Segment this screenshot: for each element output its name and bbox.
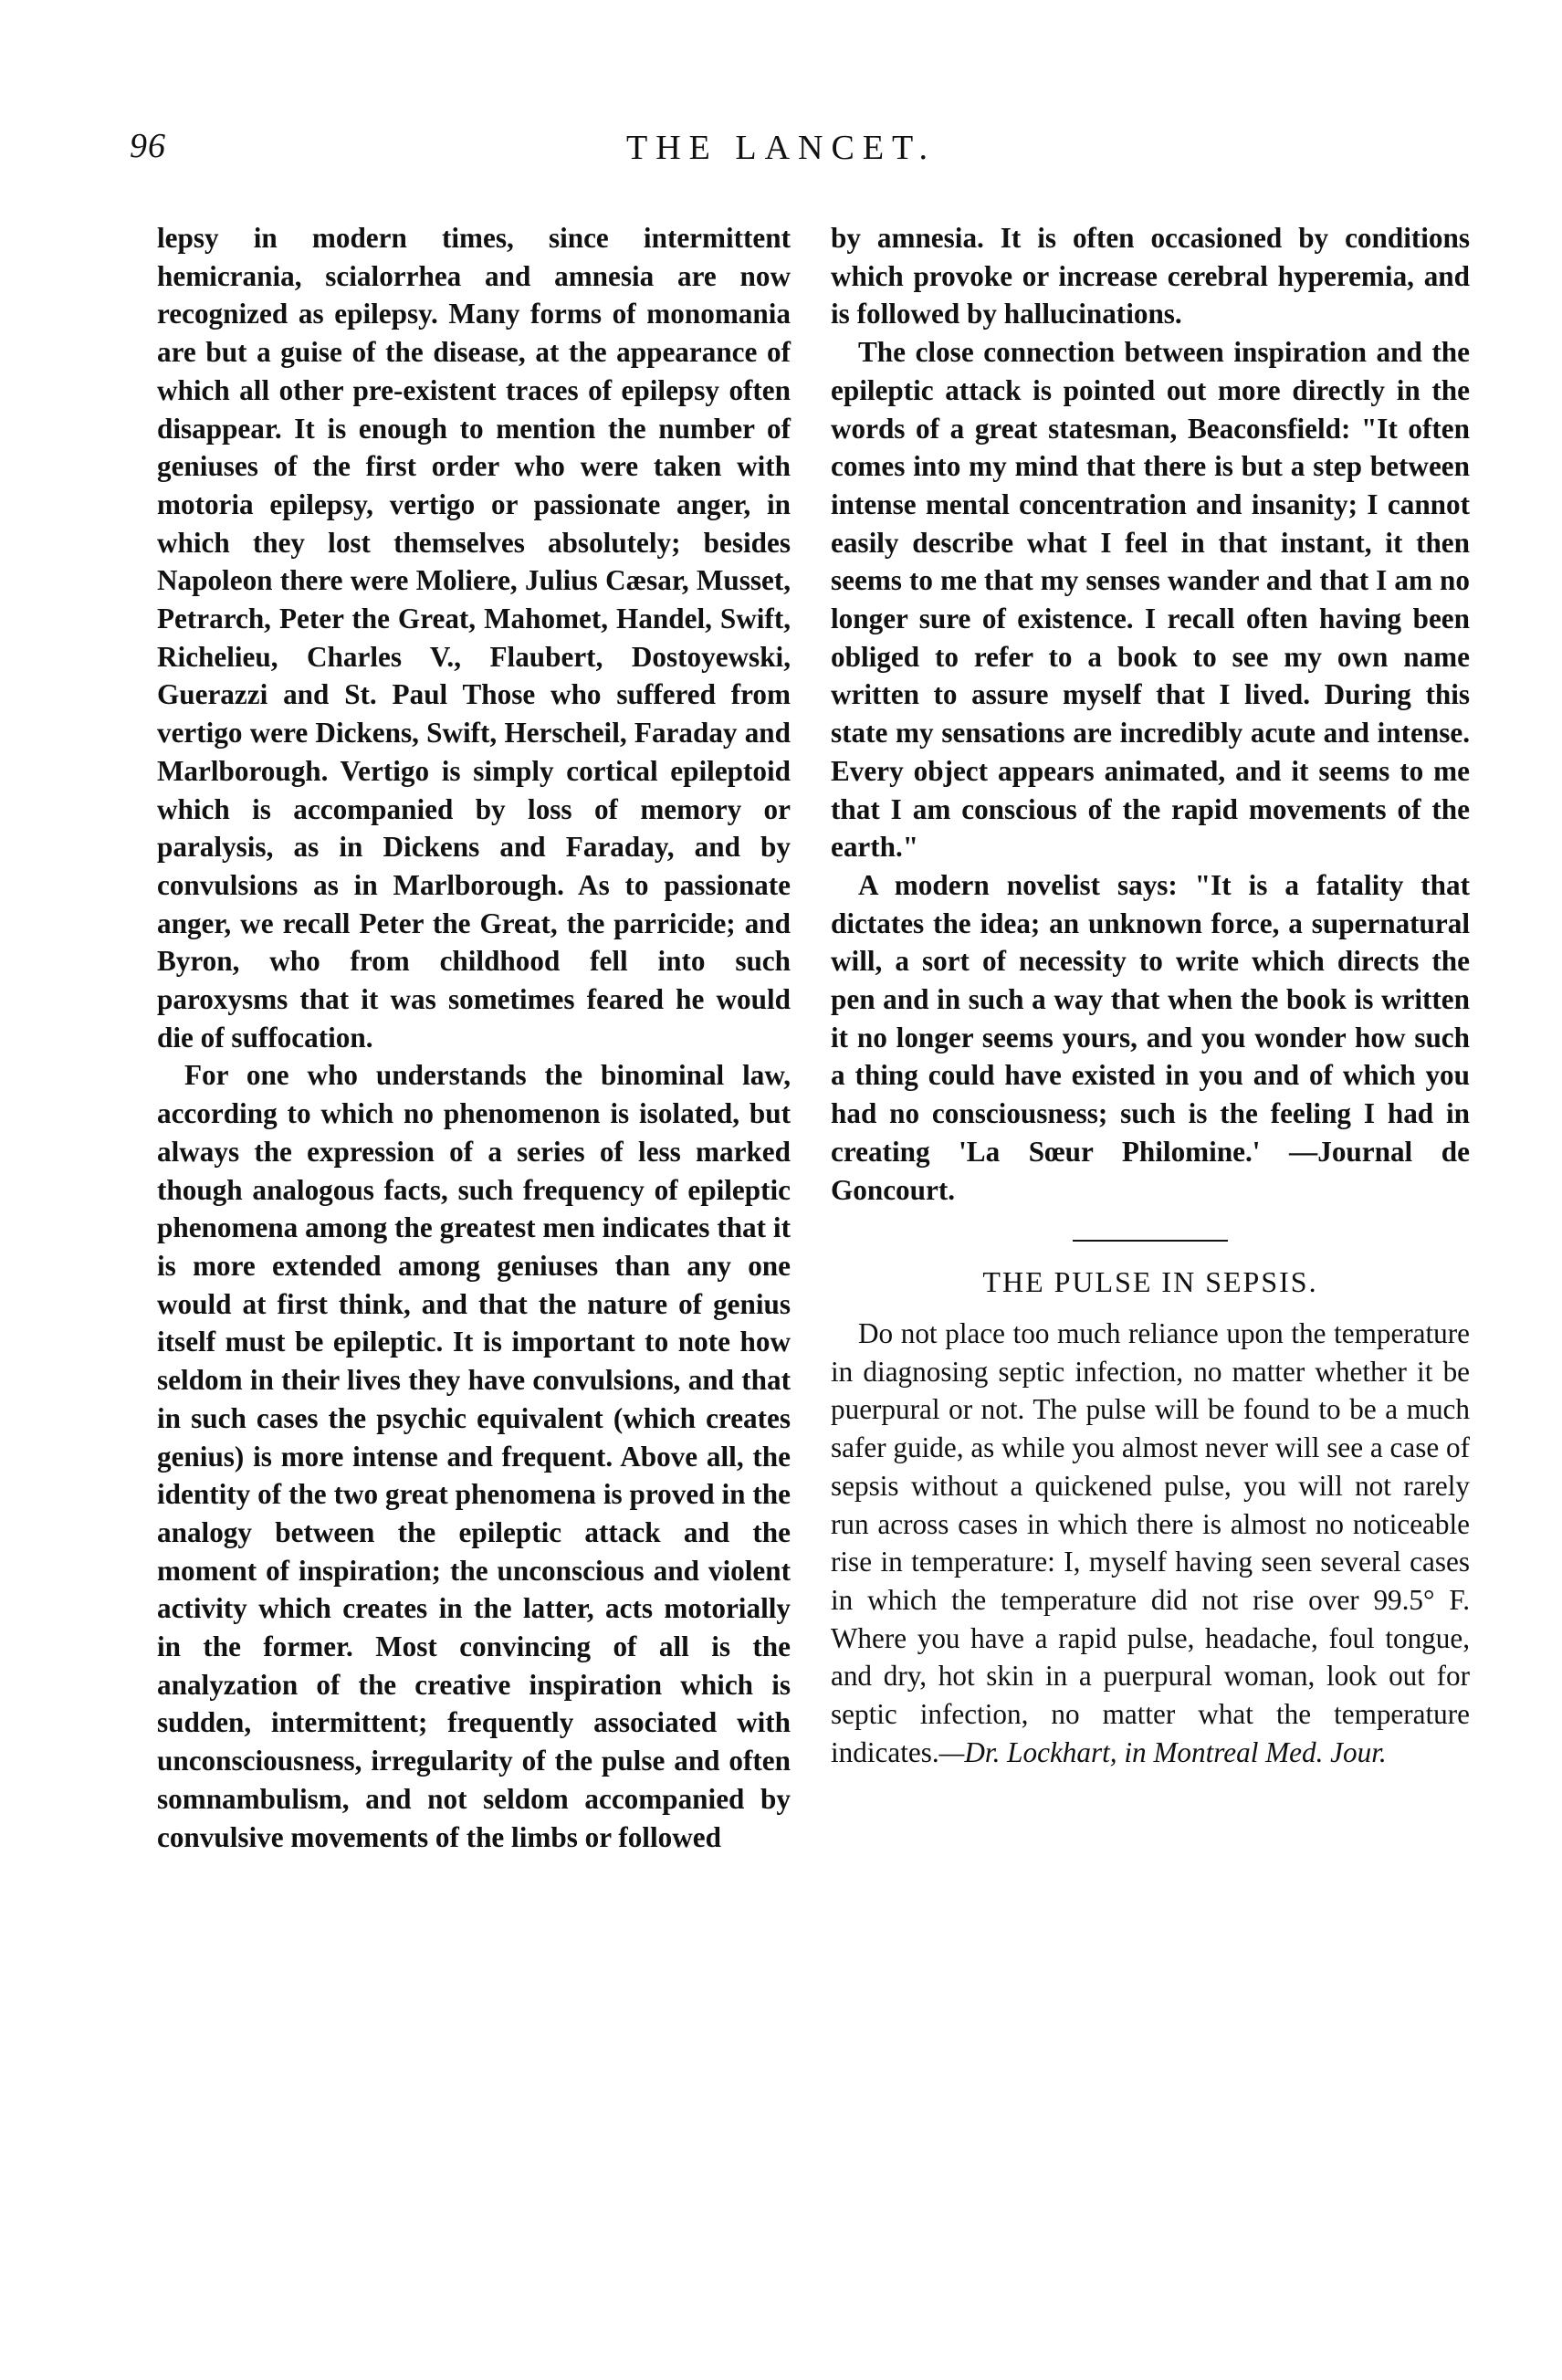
section-divider — [1073, 1240, 1228, 1242]
page-number: 96 — [130, 127, 166, 165]
running-title: THE LANCET. — [626, 129, 936, 167]
left-column — [157, 219, 791, 1856]
sepsis-citation: —Dr. Lockhart, in Montreal Med. Jour. — [938, 1735, 1387, 1768]
right-column — [831, 219, 1470, 1771]
sepsis-text: Do not place too much reliance upon the temperature in diagnosing septic infection, no matter whether it be puerpural or not. The pulse will be found to be a much safer guide, as while you almost never will see a case of sepsis without a quickened pulse, you will not rarely run across cases in which there is almost no noticeable rise in temperature: I, myself having seen several cases in which the temperature did not rise over 99.5° F. Where you have a rapid pulse, headache, foul tongue, and dry, hot skin in a puerpural woman, look out for septic infection, no matter what the temperature indicates. — [831, 1316, 1470, 1768]
left-paragraph-2: For one who understands the binominal law, according to which no phenomenon is isolated, but always the expression of a series of less marked though analogous facts, such frequency of epileptic phenomena among the greatest men indicates that it is more extended among geniuses than any one would at first think, and that the nature of genius itself must be epileptic. It is important to note how seldom in their lives they have convulsions, and that in such cases the psychic equivalent (which creates genius) is more intense and frequent. Above all, the identity of the two great phenomena is proved in the analogy between the epileptic attack and the moment of inspiration; the unconscious and violent activity which creates in the latter, acts motorially in the former. Most convincing of all is the analyzation of the creative inspiration which is sudden, intermittent; frequently associated with unconsciousness, irregularity of the pulse and often somnambulism, and not seldom accompanied by convulsive movements of the limbs or followed — [157, 1059, 791, 1853]
sepsis-paragraph — [831, 1315, 1470, 1771]
left-paragraph-1: lepsy in modern times, since intermittent hemicrania, scialorrhea and amnesia are now recognized as epilepsy. Many forms of monomania are but a guise of the disease, at the appearance of which all other pre-existent traces of epilepsy often disappear. It is enough to mention the number of geniuses of the first order who were taken with motoria epilepsy, vertigo or passionate anger, in which they lost themselves absolutely; besides Napoleon there were Moliere, Julius Cæsar, Musset, Petrarch, Peter the Great, Mahomet, Handel, Swift, Richelieu, Charles V., Flaubert, Dostoyewski, Guerazzi and St. Paul Those who suffered from vertigo were Dickens, Swift, Herscheil, Faraday and Marlborough. Vertigo is simply cortical epileptoid which is accompanied by loss of memory or paralysis, as in Dickens and Faraday, and by convulsions as in Marlborough. As to passionate anger, we recall Peter the Great, the parricide; and Byron, who from childhood fell into such paroxysms that it was sometimes feared he would die of suffocation. — [157, 222, 791, 1054]
article-title: THE PULSE IN SEPSIS. — [982, 1265, 1318, 1299]
right-paragraph-3: A modern novelist says: "It is a fatality that dictates the idea; an unknown force, a supernatural will, a sort of necessity to write which directs the pen and in such a way that when the book is written it no longer seems yours, and you wonder how such a thing could have existed in you and of which you had no consciousness; such is the feeling I had in creating 'La Sœur Philomine.' —Journal de Goncourt. — [831, 868, 1470, 1206]
right-paragraph-1: by amnesia. It is often occasioned by conditions which provoke or increase cerebral hyperemia, and is followed by hallucinations. — [831, 222, 1470, 330]
right-paragraph-2: The close connection between inspiration and the epileptic attack is pointed out more directly in the words of a great statesman, Beaconsfield: "It often comes into my mind that there is but a step between intense mental concentration and insanity; I cannot easily describe what I feel in that instant, it then seems to me that my senses wander and that I am no longer sure of existence. I recall often having been obliged to refer to a book to see my own name written to assure myself that I lived. During this state my sensations are incredibly acute and intense. Every object appears animated, and it seems to me that I am conscious of the rapid movements of the earth." — [831, 336, 1470, 864]
page-header — [0, 126, 1562, 181]
